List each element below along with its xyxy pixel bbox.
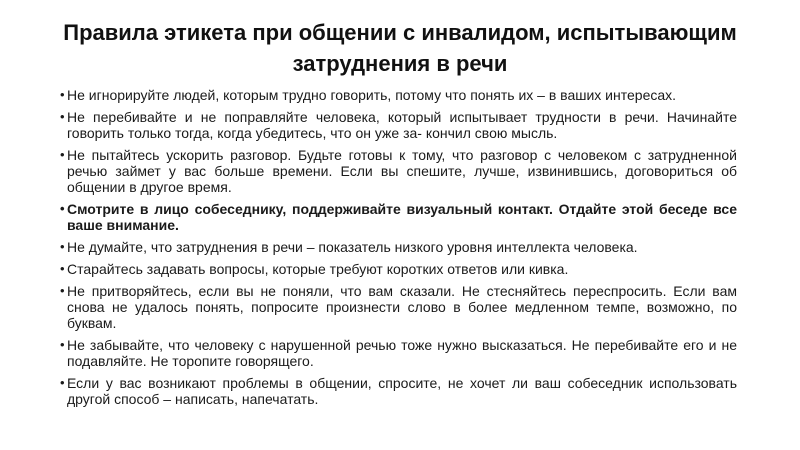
bullet-item: • Не притворяйтесь, если вы не поняли, что вам сказали. Не стесняйтесь переспросить. Если вам снова не удалось понять, попросите произнести слово в более медленном темпе, возможно, по буквам. [60,283,737,331]
bullet-item: • Не думайте, что затруднения в речи – показатель низкого уровня интеллекта человека. [60,239,737,255]
bullet-item: • Смотрите в лицо собеседнику, поддерживайте визуальный контакт. Отдайте этой беседе все ваше внимание. [60,201,737,233]
bullet-item: • Не забывайте, что человеку с нарушенной речью тоже нужно высказаться. Не перебивайте его и не подавляйте. Не торопите говорящего. [60,337,737,369]
bullet-item: • Не игнорируйте людей, которым трудно говорить, потому что понять их – в ваших интересах. [60,87,737,103]
slide-title: Правила этикета при общении с инвалидом, испытывающим затруднения в речи [63,20,737,76]
bullet-list [60,87,737,413]
bullet-item: • Не пытайтесь ускорить разговор. Будьте готовы к тому, что разговор с человеком с затрудненной речью займет у вас больше времени. Если вы спешите, лучше, извинившись, договориться об общении в другое время. [60,147,737,195]
bullet-item: • Не перебивайте и не поправляйте человека, который испытывает трудности в речи. Начинайте говорить только тогда, когда убедитесь, что он уже за- кончил свою мысль. [60,109,737,141]
bullet-item: • Старайтесь задавать вопросы, которые требуют коротких ответов или кивка. [60,261,737,277]
bullet-item: • Если у вас возникают проблемы в общении, спросите, не хочет ли ваш собеседник использовать другой способ – написать, напечатать. [60,375,737,407]
